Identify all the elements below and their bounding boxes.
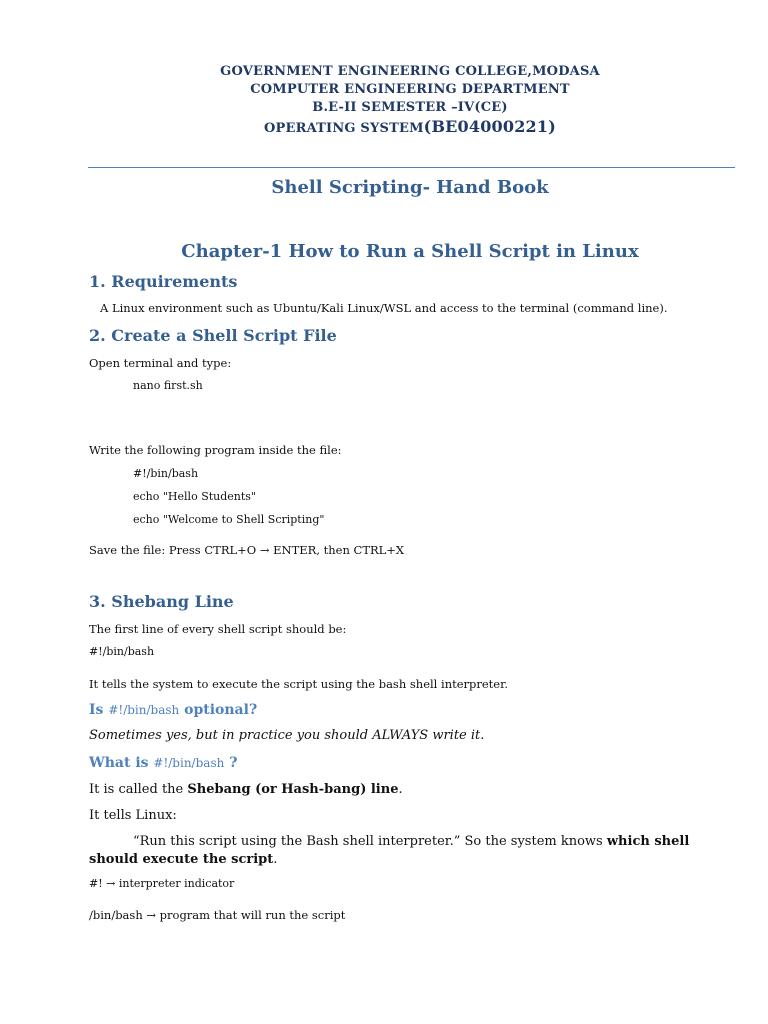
code-line: echo "Welcome to Shell Scripting" <box>133 513 325 526</box>
header-divider <box>88 167 735 168</box>
called-suffix: . <box>398 782 403 797</box>
quote-text: “Run this script using the Bash shell interpreter.” So the system knows <box>133 834 607 849</box>
create-heading: 2. Create a Shell Script File <box>89 326 337 345</box>
quote-bold: which shell should execute the script <box>89 834 690 867</box>
question-code: #!/bin/bash <box>153 756 225 770</box>
question-code: #!/bin/bash <box>108 703 180 717</box>
college-name: GOVERNMENT ENGINEERING COLLEGE,MODASA <box>220 64 600 79</box>
save-file-text: Save the file: Press CTRL+O → ENTER, then CTRL+X <box>89 543 405 557</box>
requirements-text: A Linux environment such as Ubuntu/Kali Linux/WSL and access to the terminal (command line). <box>100 301 668 315</box>
code-line: echo "Hello Students" <box>133 490 256 503</box>
called-bold: Shebang (or Hash-bang) line <box>187 782 399 797</box>
indicator-line: #! → interpreter indicator <box>89 877 235 890</box>
quote-end: . <box>273 852 278 867</box>
shebang-code: #!/bin/bash <box>89 645 155 658</box>
nano-command: nano first.sh <box>133 379 203 392</box>
question-prefix: Is <box>89 702 109 718</box>
tells-system-text: It tells the system to execute the script using the bash shell interpreter. <box>89 677 509 691</box>
tells-linux-text: It tells Linux: <box>89 808 177 823</box>
document-title: Shell Scripting- Hand Book <box>271 177 549 198</box>
called-prefix: It is called the <box>89 782 188 797</box>
department-name: COMPUTER ENGINEERING DEPARTMENT <box>250 82 570 97</box>
first-line-text: The first line of every shell script should be: <box>89 622 347 636</box>
subject-line <box>0 117 768 136</box>
called-text <box>89 782 403 797</box>
optional-answer: Sometimes yes, but in practice you should ALWAYS write it. <box>89 728 485 743</box>
question-suffix: optional? <box>179 702 258 718</box>
requirements-heading: 1. Requirements <box>89 272 238 291</box>
what-is-question <box>89 755 237 771</box>
question-prefix: What is <box>89 755 154 771</box>
optional-question <box>89 702 257 718</box>
question-suffix: ? <box>224 755 238 771</box>
quote-paragraph <box>89 833 729 869</box>
program-line: /bin/bash → program that will run the script <box>89 908 346 922</box>
subject-name: OPERATING SYSTEM <box>263 121 424 136</box>
semester-label: B.E-II SEMESTER –IV(CE) <box>312 100 508 115</box>
write-program-text: Write the following program inside the file: <box>89 443 342 457</box>
chapter-title: Chapter-1 How to Run a Shell Script in Linux <box>181 241 639 262</box>
shebang-heading: 3. Shebang Line <box>89 592 234 611</box>
open-terminal-text: Open terminal and type: <box>89 356 232 370</box>
subject-code: (BE04000221) <box>423 117 556 136</box>
code-line: #!/bin/bash <box>133 467 199 480</box>
